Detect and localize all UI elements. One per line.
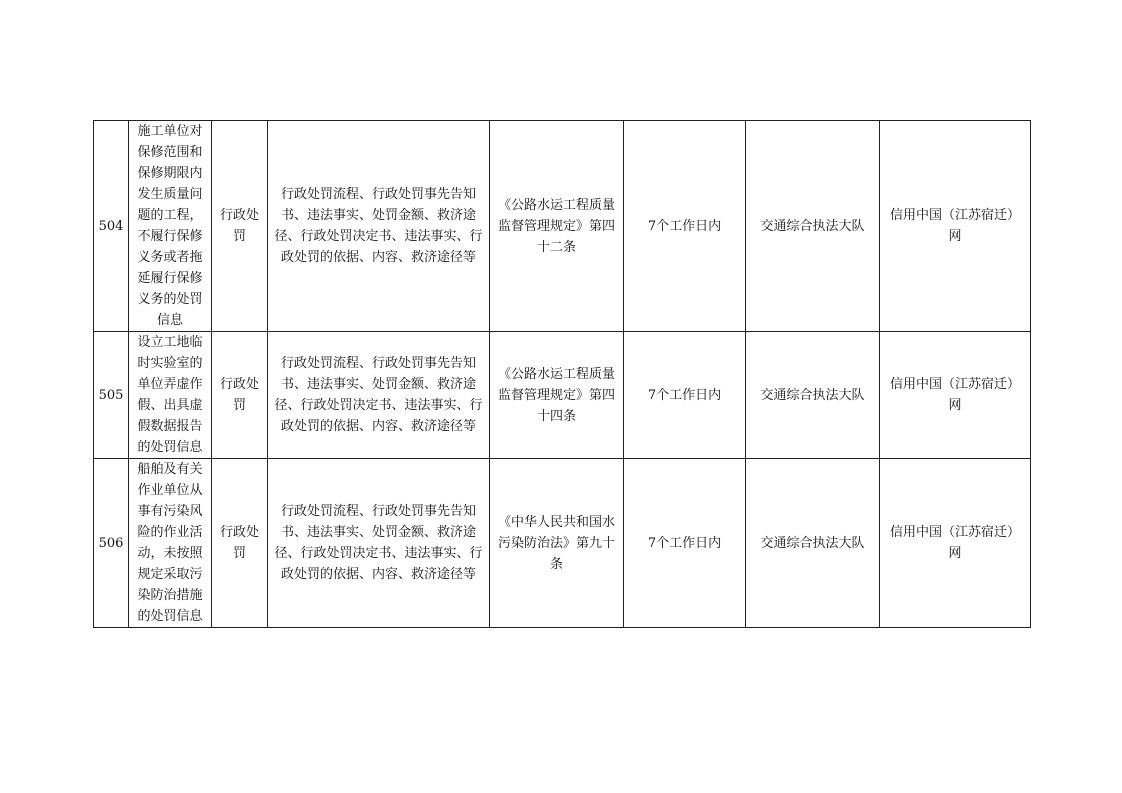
time-limit: 7个工作日内 xyxy=(624,121,746,332)
disclosure-channel: 信用中国（江苏宿迁）网 xyxy=(880,121,1031,332)
time-limit: 7个工作日内 xyxy=(624,459,746,628)
legal-basis: 《公路水运工程质量监督管理规定》第四十四条 xyxy=(490,332,624,459)
table-row xyxy=(94,459,1031,628)
disclosure-table xyxy=(93,120,1031,628)
item-category: 行政处罚 xyxy=(212,459,268,628)
row-number: 506 xyxy=(94,459,129,628)
legal-basis: 《中华人民共和国水污染防治法》第九十条 xyxy=(490,459,624,628)
item-category: 行政处罚 xyxy=(212,121,268,332)
table-row xyxy=(94,121,1031,332)
disclosure-content: 行政处罚流程、行政处罚事先告知书、违法事实、处罚金额、救济途径、行政处罚决定书、违法事实、行政处罚的依据、内容、救济途径等 xyxy=(268,121,490,332)
responsible-agency: 交通综合执法大队 xyxy=(746,332,880,459)
responsible-agency: 交通综合执法大队 xyxy=(746,121,880,332)
item-name: 船舶及有关作业单位从事有污染风险的作业活动，未按照规定采取污染防治措施的处罚信息 xyxy=(129,459,212,628)
row-number: 504 xyxy=(94,121,129,332)
item-name: 施工单位对保修范围和保修期限内发生质量问题的工程，不履行保修义务或者拖延履行保修义务的处罚信息 xyxy=(129,121,212,332)
table-row xyxy=(94,332,1031,459)
disclosure-channel: 信用中国（江苏宿迁）网 xyxy=(880,332,1031,459)
item-name: 设立工地临时实验室的单位弄虚作假、出具虚假数据报告的处罚信息 xyxy=(129,332,212,459)
item-category: 行政处罚 xyxy=(212,332,268,459)
disclosure-content: 行政处罚流程、行政处罚事先告知书、违法事实、处罚金额、救济途径、行政处罚决定书、违法事实、行政处罚的依据、内容、救济途径等 xyxy=(268,459,490,628)
responsible-agency: 交通综合执法大队 xyxy=(746,459,880,628)
row-number: 505 xyxy=(94,332,129,459)
time-limit: 7个工作日内 xyxy=(624,332,746,459)
disclosure-channel: 信用中国（江苏宿迁）网 xyxy=(880,459,1031,628)
disclosure-content: 行政处罚流程、行政处罚事先告知书、违法事实、处罚金额、救济途径、行政处罚决定书、违法事实、行政处罚的依据、内容、救济途径等 xyxy=(268,332,490,459)
legal-basis: 《公路水运工程质量监督管理规定》第四十二条 xyxy=(490,121,624,332)
